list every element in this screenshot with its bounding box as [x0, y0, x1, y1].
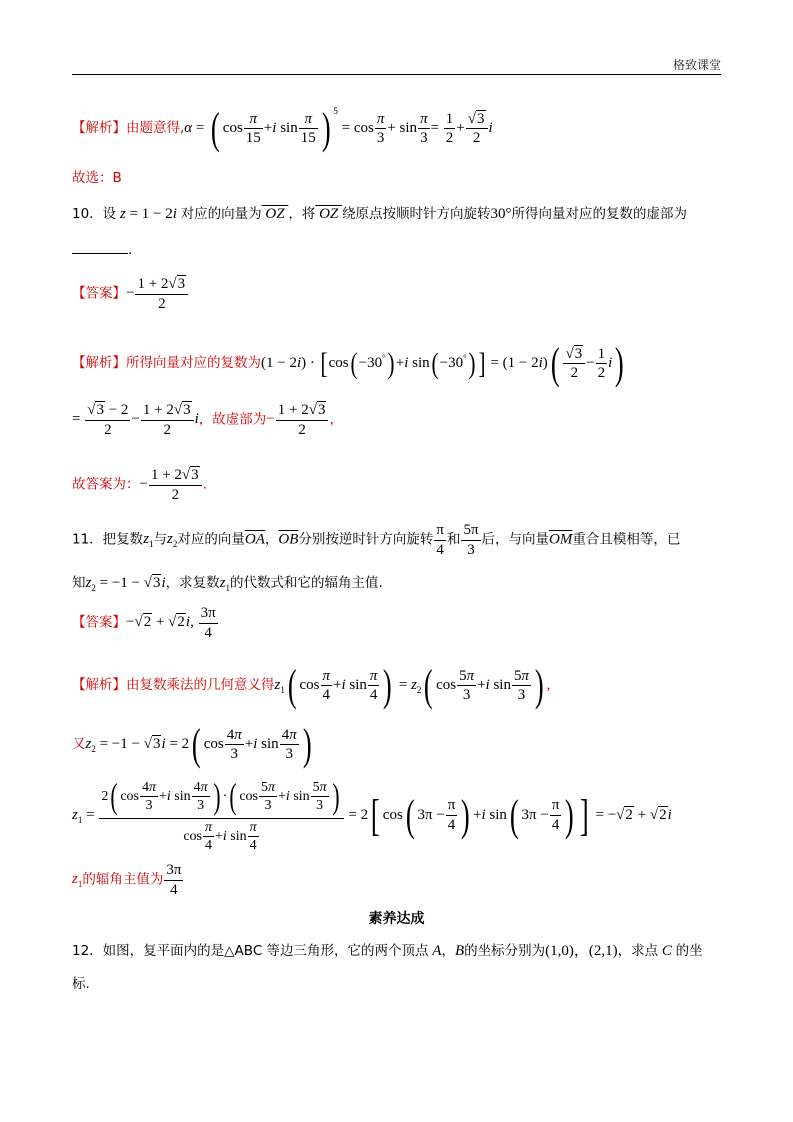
- q11-stem-d: 和: [446, 531, 461, 548]
- q10-angle: 30°: [490, 206, 512, 222]
- q11-analysis-formula-2: $z_2 = -1 - √3i = 2$( cos $\frac{4\pi}{3}$ +i sin $\frac{4\pi}{3}$ ): [85, 720, 312, 769]
- q11-arg: $z_1$的辐角主值为 $\frac{3\pi}{4}$: [72, 862, 182, 898]
- q10-analysis-1: [72, 338, 627, 389]
- q11-answer: [72, 605, 219, 641]
- q11-analysis-3: [72, 777, 672, 853]
- q11-and: 与: [153, 531, 168, 548]
- analysis-tag: 【解析】: [72, 119, 126, 136]
- analysis-tag: 【解析】: [72, 676, 126, 693]
- q11-stem-a: 对应的向量: [177, 531, 245, 548]
- answer-tag: 【答案】: [72, 285, 126, 302]
- q10-analysis-a: 所得向量对应的复数为: [126, 354, 261, 371]
- q12-line1-b: 的坐标分别为: [464, 943, 546, 959]
- q10-final-end: .: [202, 476, 207, 493]
- q11-stem-f: 重合且模相等，已: [572, 531, 681, 548]
- q11-stem-2: 知$z_2 = -1 - √3i$，求复数$z_1$的代数式和它的辐角主值.: [72, 575, 383, 593]
- q12-stem-1: 12．如图，复平面内的是△ABC 等边三角形，它的两个顶点 A，B的坐标分别为(1,0)，(2,1)，求点 C 的坐: [72, 943, 703, 959]
- analysis-tag: 【解析】: [72, 354, 126, 371]
- q11-stem-g: 知: [72, 575, 86, 591]
- q10-stem-a: 对应的向量为: [180, 206, 262, 222]
- q12-line1-d: 的坐: [675, 943, 703, 959]
- q11-stem-i: 的代数式和它的辐角主值.: [229, 575, 383, 591]
- q10-number: 10．设: [72, 206, 117, 222]
- q11-arg-label: 的辐角主值为: [82, 871, 164, 888]
- q11-analysis-2: [72, 719, 314, 770]
- q12-line1-a: 12．如图，复平面内的是△ABC 等边三角形，它的两个顶点: [72, 943, 429, 959]
- q10-stem-c: 绕原点按顺时针方向旋转: [342, 206, 491, 222]
- q10-answer: [72, 276, 189, 312]
- q10-blank-line: [72, 242, 132, 259]
- q12-line1-c: ，求点: [617, 943, 659, 959]
- q10-stem-end: .: [128, 242, 133, 258]
- q10-analysis-end: ，: [329, 411, 343, 428]
- q12-stem-2: 标.: [72, 976, 90, 992]
- header-rule: [72, 74, 721, 75]
- q9-conclusion: 故选：B: [72, 170, 122, 186]
- q11-analysis-formula-1: $z_1$( cos $\frac{\pi}{4}$ +i sin $\frac{\pi}{4}$ ) = $z_2$( cos $\frac{5\pi}{3}$ +i sin $\frac{5\pi}{3}$ ) ,: [274, 661, 551, 710]
- q11-also: 又: [72, 735, 86, 752]
- q10-stem: 10．设 z = 1 − 2i 对应的向量为 OZ ，将 OZ 绕原点按顺时针方向旋转30°所得向量对应的复数的虚部为: [72, 206, 687, 222]
- q11-stem-c: 分别按逆时针方向旋转: [298, 531, 434, 548]
- q9-formula: α = ( cos $\frac{\pi}{15}$ +i sin $\frac{\pi}{15}$ ) $^5$ = cos $\frac{\pi}{3}$ + sin $\frac{\pi}{3}$ = $\frac{1}{2}$ + $\frac{√3}{2}$ i: [184, 104, 493, 153]
- q9-analysis: [72, 103, 493, 154]
- q10-analysis-formula-2: = $\frac{√3 - 2}{2}$ − $\frac{1 + 2√3}{2}$ i: [72, 402, 199, 438]
- q10-analysis-formula-1: (1 − 2i) · [ cos( −30°) +i sin( −30°) ] = (1 − 2i)( $\frac{√3}{2}$ − $\frac{1}{2}$ i): [261, 339, 625, 388]
- q11-number: 11．把复数: [72, 531, 144, 548]
- q11-analysis-1: [72, 660, 550, 711]
- q10-stem-d: 所得向量对应的复数的虚部为: [511, 206, 687, 222]
- q10-stem-b: ，将: [288, 206, 316, 222]
- header-title: 格致课堂: [672, 58, 721, 72]
- q11-stem-e: 后，与向量: [481, 531, 550, 548]
- q11-answer-formula: −√2 + √2i, $\frac{3\pi}{4}$: [126, 605, 216, 641]
- answer-blank: [72, 253, 128, 254]
- q10-analysis-2: = $\frac{√3 - 2}{2}$ − $\frac{1 + 2√3}{2}$ i，故虚部为− $\frac{1 + 2√3}{2}$ ，: [72, 402, 343, 438]
- section-title: 素养达成: [368, 911, 425, 927]
- q10-analysis-b: ，故虚部为: [198, 411, 267, 428]
- q10-final-label: 故答案为：: [72, 476, 140, 493]
- q11-analysis-a: 由复数乘法的几何意义得: [126, 676, 275, 693]
- q11-stem-h: ，求复数: [165, 575, 220, 591]
- q11-stem-b: ，: [264, 531, 279, 548]
- q10-final: 故答案为：− $\frac{1 + 2√3}{2}$ .: [72, 467, 207, 503]
- answer-tag: 【答案】: [72, 614, 126, 631]
- q11-stem-1: 11．把复数$z_1$与$z_2$对应的向量$\overline{OA}$，$\overline{OB}$分别按逆时针方向旋转 $\frac{\pi}{4}$ 和 $\frac{5\pi}{3}$ 后，与向量$\overline{OM}$重合且模相等，已: [72, 522, 681, 558]
- q11-analysis-formula-3: $z_1$ = 2( cos $\frac{4\pi}{3}$ +i sin $\frac{4\pi}{3}$ ) ·( cos $\frac{5\pi}{3}$ +i sin $\frac{5\pi}{3}$ ) cos $\frac{\pi}{4}$ +i sin $\frac{\pi}{4}$ = 2[ cos( 3π − $\frac{\pi}{4}$ ) +i sin( 3π − $\frac{\pi}{4}$ ) ] = −√2 + √2i: [72, 776, 672, 853]
- q9-analysis-text: 由题意得,: [126, 119, 185, 136]
- q10-answer-formula: − $\frac{1 + 2√3}{2}$: [126, 285, 189, 301]
